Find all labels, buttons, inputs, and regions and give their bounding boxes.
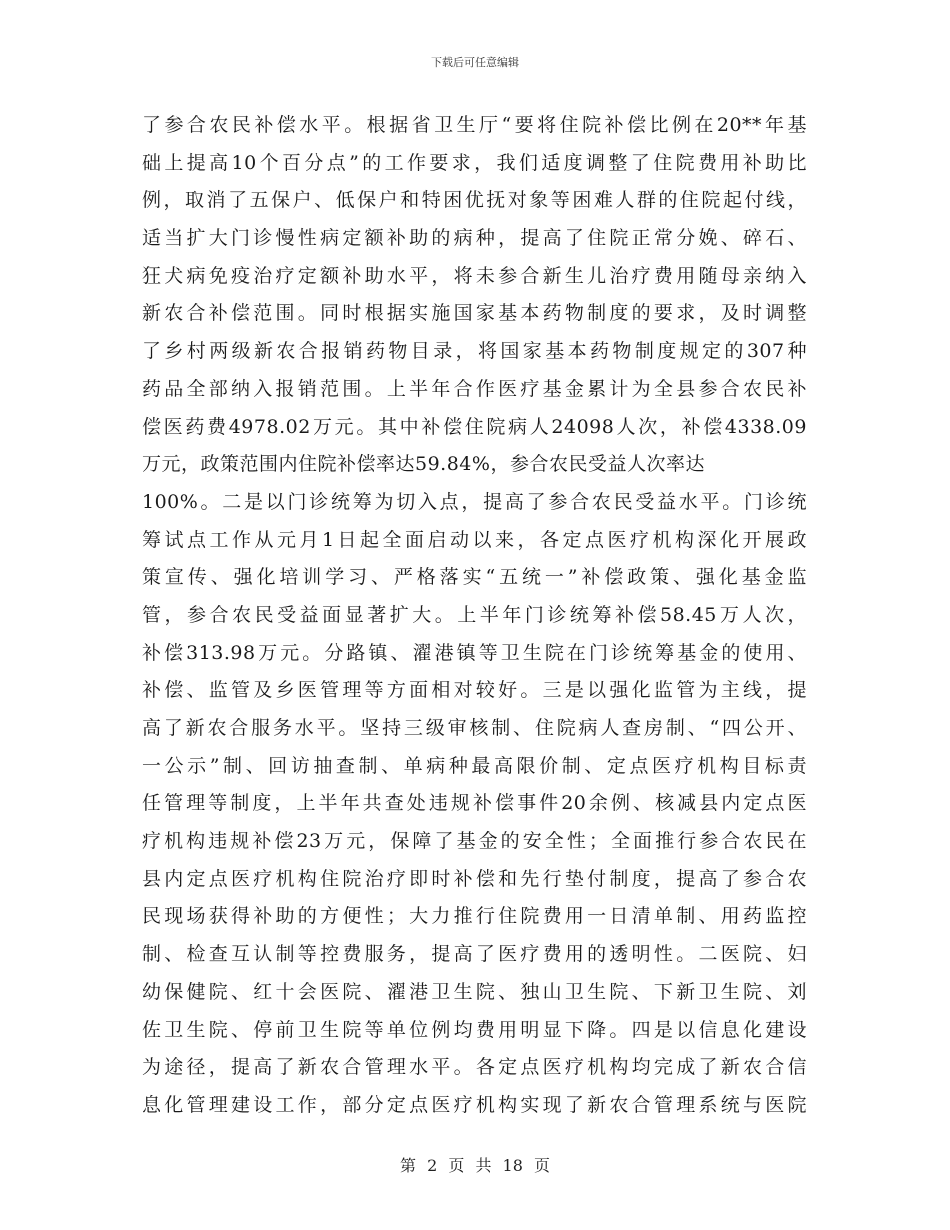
text-line: 偿医药费4978.02万元。其中补偿住院病人24098人次，补偿4338.09 (142, 415, 807, 438)
text-line: 础上提高10个百分点”的工作要求，我们适度调整了住院费用补助比 (142, 151, 807, 174)
text-line: 任管理等制度，上半年共查处违规补偿事件20余例、核减县内定点医 (142, 792, 807, 815)
text-line: 幼保健院、红十会医院、濯港卫生院、独山卫生院、下新卫生院、刘 (142, 980, 807, 1003)
text-line: 筹试点工作从元月1日起全面启动以来，各定点医疗机构深化开展政 (142, 528, 807, 551)
text-line: 新农合补偿范围。同时根据实施国家基本药物制度的要求，及时调整 (142, 302, 807, 325)
text-line: 药品全部纳入报销范围。上半年合作医疗基金累计为全县参合农民补 (142, 377, 807, 400)
text-line: 佐卫生院、停前卫生院等单位例均费用明显下降。四是以信息化建设 (142, 1018, 807, 1041)
text-line: 了乡村两级新农合报销药物目录，将国家基本药物制度规定的307种 (142, 340, 807, 363)
text-line: 一公示”制、回访抽查制、单病种最高限价制、定点医疗机构目标责 (142, 754, 807, 777)
text-line: 高了新农合服务水平。坚持三级审核制、住院病人查房制、“四公开、 (142, 717, 807, 739)
text-line: 制、检查互认制等控费服务，提高了医疗费用的透明性。二医院、妇 (142, 943, 807, 966)
text-line: 疗机构违规补偿23万元，保障了基金的安全性；全面推行参合农民在 (142, 830, 807, 853)
page-number-footer: 第 2 页 共 18 页 (400, 1156, 550, 1175)
text-line: 管，参合农民受益面显著扩大。上半年门诊统筹补偿58.45万人次， (142, 603, 807, 626)
text-line: 100%。二是以门诊统筹为切入点，提高了参合农民受益水平。门诊统 (142, 490, 807, 513)
text-line: 县内定点医疗机构住院治疗即时补偿和先行垫付制度，提高了参合农 (142, 867, 807, 890)
text-line: 例，取消了五保户、低保户和特困优抚对象等困难人群的住院起付线， (142, 189, 807, 212)
text-line: 补偿、监管及乡医管理等方面相对较好。三是以强化监管为主线，提 (142, 679, 807, 702)
text-line: 为途径，提高了新农合管理水平。各定点医疗机构均完成了新农合信 (142, 1056, 807, 1079)
text-line: 息化管理建设工作，部分定点医疗机构实现了新农合管理系统与医院 (142, 1093, 807, 1116)
body-text (142, 107, 807, 1125)
text-line: 补偿313.98万元。分路镇、濯港镇等卫生院在门诊统筹基金的使用、 (142, 641, 807, 664)
text-line: 狂犬病免疫治疗定额补助水平，将未参合新生儿治疗费用随母亲纳入 (142, 264, 807, 287)
header-note: 下载后可任意编辑 (431, 56, 519, 69)
text-line: 了参合农民补偿水平。根据省卫生厅“要将住院补偿比例在20**年基 (142, 114, 807, 136)
text-line: 适当扩大门诊慢性病定额补助的病种，提高了住院正常分娩、碎石、 (142, 227, 807, 250)
text-line: 策宣传、强化培训学习、严格落实“五统一”补偿政策、强化基金监 (142, 566, 807, 589)
text-line: 万元，政策范围内住院补偿率达59.84%，参合农民受益人次率达 (142, 453, 705, 476)
text-line: 民现场获得补助的方便性；大力推行住院费用一日清单制、用药监控 (142, 905, 807, 928)
